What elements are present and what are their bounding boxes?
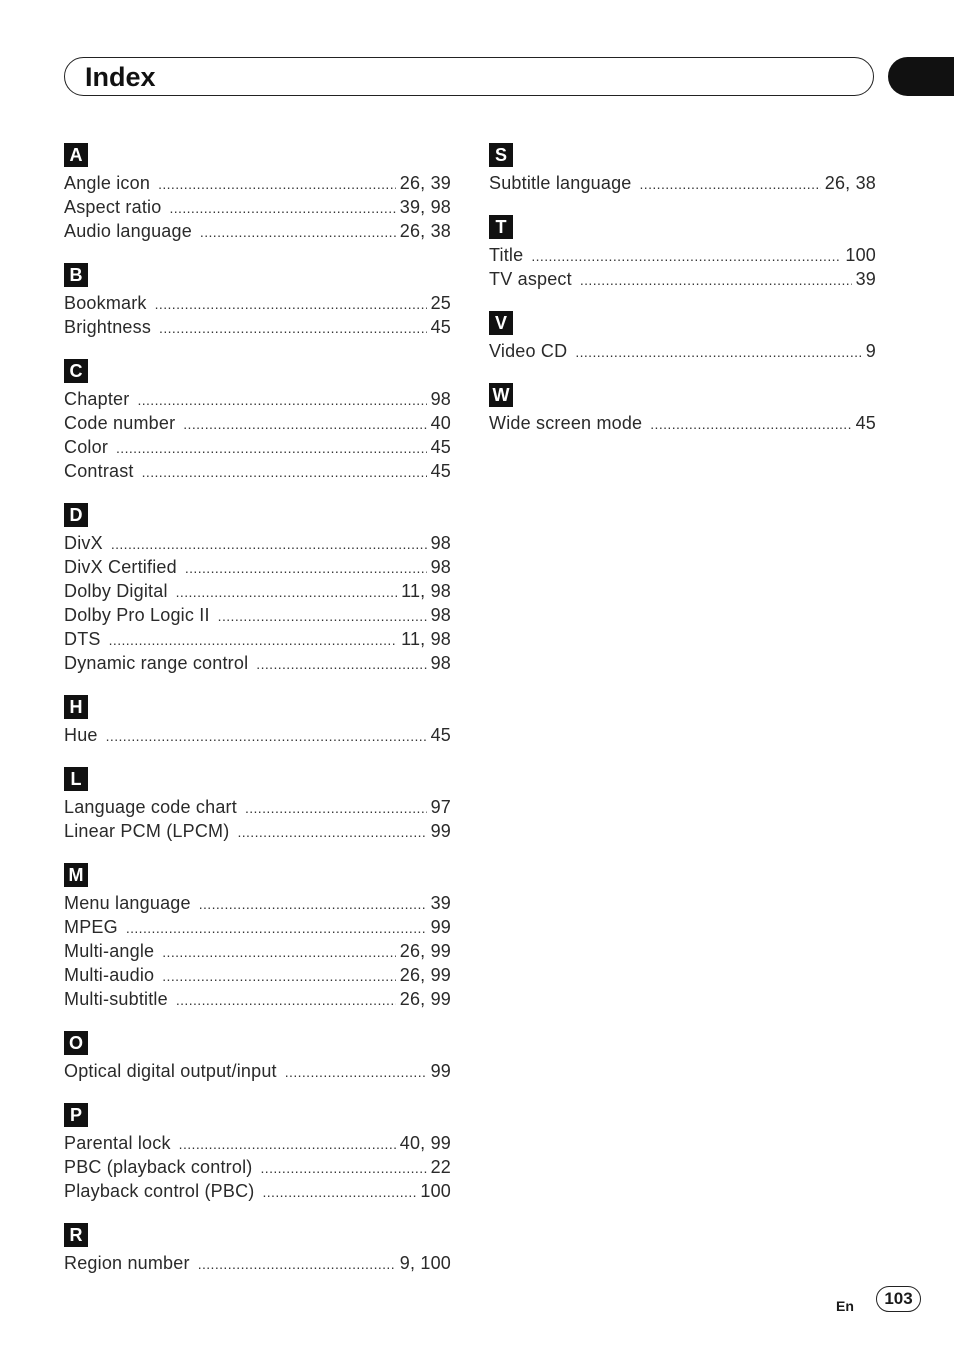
index-entry — [64, 411, 451, 435]
index-entry — [64, 651, 451, 675]
index-section-m — [64, 863, 451, 1011]
index-section-r — [64, 1223, 451, 1275]
index-entry — [64, 171, 451, 195]
index-pages: 40 — [430, 413, 451, 433]
index-pages: 9, 100 — [399, 1253, 451, 1273]
index-pages: 99 — [430, 917, 451, 937]
dot-leader — [126, 915, 427, 939]
dot-leader — [256, 651, 426, 675]
index-term: Playback control (PBC) — [64, 1181, 255, 1201]
index-term: Code number — [64, 413, 176, 433]
index-term: Audio language — [64, 221, 192, 241]
dot-leader — [531, 243, 841, 267]
dot-leader — [137, 387, 426, 411]
index-pages: 98 — [430, 653, 451, 673]
section-letter: S — [489, 143, 513, 167]
index-title-bar — [64, 57, 874, 96]
index-entry — [64, 435, 451, 459]
index-pages: 45 — [430, 725, 451, 745]
index-term: Bookmark — [64, 293, 147, 313]
index-entry — [64, 579, 451, 603]
index-entry — [64, 195, 451, 219]
section-letter: D — [64, 503, 88, 527]
index-section-t — [489, 215, 876, 291]
index-term: Dynamic range control — [64, 653, 249, 673]
section-letter: P — [64, 1103, 88, 1127]
index-entry — [64, 963, 451, 987]
dot-leader — [199, 891, 427, 915]
index-pages: 26, 99 — [399, 941, 451, 961]
dot-leader — [183, 411, 426, 435]
index-term: Dolby Digital — [64, 581, 168, 601]
index-pages: 98 — [430, 557, 451, 577]
dot-leader — [650, 411, 851, 435]
index-entry — [64, 291, 451, 315]
index-pages: 39, 98 — [399, 197, 451, 217]
index-entry — [489, 339, 876, 363]
dot-leader — [176, 987, 396, 1011]
index-term: Menu language — [64, 893, 191, 913]
dot-leader — [640, 171, 821, 195]
index-term: Region number — [64, 1253, 190, 1273]
index-term: DivX Certified — [64, 557, 177, 577]
index-pages: 100 — [420, 1181, 451, 1201]
index-term: PBC (playback control) — [64, 1157, 253, 1177]
index-column-left — [64, 143, 451, 1295]
dot-leader — [575, 339, 861, 363]
section-letter: T — [489, 215, 513, 239]
index-entry — [64, 723, 451, 747]
index-section-c — [64, 359, 451, 483]
section-letter: B — [64, 263, 88, 287]
index-term: Hue — [64, 725, 98, 745]
section-letter: M — [64, 863, 88, 887]
index-entry — [64, 315, 451, 339]
index-pages: 26, 39 — [399, 173, 451, 193]
index-entry — [64, 795, 451, 819]
index-term: Parental lock — [64, 1133, 171, 1153]
index-entry — [64, 531, 451, 555]
section-letter: L — [64, 767, 88, 791]
index-entry — [64, 1251, 451, 1275]
index-section-l — [64, 767, 451, 843]
index-pages: 26, 38 — [824, 173, 876, 193]
index-term: Dolby Pro Logic II — [64, 605, 210, 625]
index-term: Multi-subtitle — [64, 989, 168, 1009]
index-pages: 45 — [855, 413, 876, 433]
dot-leader — [198, 1251, 396, 1275]
index-term: Color — [64, 437, 109, 457]
index-term: Multi-audio — [64, 965, 155, 985]
index-term: DTS — [64, 629, 101, 649]
index-section-d — [64, 503, 451, 675]
dot-leader — [218, 603, 427, 627]
index-pages: 45 — [430, 317, 451, 337]
index-entry — [64, 819, 451, 843]
index-pages: 98 — [430, 533, 451, 553]
index-entry — [64, 459, 451, 483]
dot-leader — [162, 963, 396, 987]
index-term: Optical digital output/input — [64, 1061, 277, 1081]
index-term: Aspect ratio — [64, 197, 162, 217]
dot-leader — [116, 435, 427, 459]
index-term: Language code chart — [64, 797, 237, 817]
index-section-b — [64, 263, 451, 339]
section-tab-marker — [888, 57, 954, 96]
dot-leader — [185, 555, 427, 579]
index-pages: 100 — [845, 245, 876, 265]
index-section-w — [489, 383, 876, 435]
dot-leader — [106, 723, 427, 747]
index-term: MPEG — [64, 917, 118, 937]
dot-leader — [237, 819, 426, 843]
dot-leader — [262, 1179, 416, 1203]
index-entry — [64, 1131, 451, 1155]
index-pages: 99 — [430, 821, 451, 841]
section-letter: V — [489, 311, 513, 335]
section-letter: C — [64, 359, 88, 383]
index-pages: 26, 99 — [399, 965, 451, 985]
index-pages: 45 — [430, 437, 451, 457]
index-section-p — [64, 1103, 451, 1203]
index-entry — [64, 219, 451, 243]
index-entry — [64, 891, 451, 915]
section-letter: A — [64, 143, 88, 167]
index-pages: 39 — [430, 893, 451, 913]
section-letter: W — [489, 383, 513, 407]
index-pages: 11, 98 — [401, 629, 451, 649]
index-entry — [489, 243, 876, 267]
page-title: Index — [85, 62, 156, 92]
index-pages: 97 — [430, 797, 451, 817]
dot-leader — [159, 315, 427, 339]
index-entry — [64, 1059, 451, 1083]
index-entry — [64, 915, 451, 939]
index-section-a — [64, 143, 451, 243]
index-term: Brightness — [64, 317, 152, 337]
index-entry — [489, 267, 876, 291]
index-entry — [64, 627, 451, 651]
index-term: TV aspect — [489, 269, 572, 289]
index-entry — [64, 603, 451, 627]
section-letter: O — [64, 1031, 88, 1055]
index-pages: 22 — [430, 1157, 451, 1177]
index-section-v — [489, 311, 876, 363]
index-section-o — [64, 1031, 451, 1083]
dot-leader — [285, 1059, 427, 1083]
index-term: Linear PCM (LPCM) — [64, 821, 230, 841]
index-term: Title — [489, 245, 524, 265]
index-term: DivX — [64, 533, 103, 553]
index-column-right — [489, 143, 876, 455]
dot-leader — [245, 795, 427, 819]
dot-leader — [109, 627, 397, 651]
index-pages: 40, 99 — [399, 1133, 451, 1153]
index-term: Subtitle language — [489, 173, 632, 193]
section-letter: H — [64, 695, 88, 719]
index-entry — [64, 387, 451, 411]
index-entry — [64, 1155, 451, 1179]
language-label: En — [836, 1298, 854, 1314]
index-entry — [489, 171, 876, 195]
index-pages: 11, 98 — [401, 581, 451, 601]
index-pages: 98 — [430, 605, 451, 625]
index-pages: 99 — [430, 1061, 451, 1081]
index-entry — [64, 1179, 451, 1203]
dot-leader — [111, 531, 427, 555]
dot-leader — [162, 939, 396, 963]
index-pages: 39 — [855, 269, 876, 289]
dot-leader — [158, 171, 396, 195]
dot-leader — [169, 195, 395, 219]
index-term: Wide screen mode — [489, 413, 643, 433]
dot-leader — [176, 579, 397, 603]
index-pages: 26, 99 — [399, 989, 451, 1009]
index-section-s — [489, 143, 876, 195]
index-term: Chapter — [64, 389, 130, 409]
index-pages: 25 — [430, 293, 451, 313]
index-term: Angle icon — [64, 173, 151, 193]
index-term: Video CD — [489, 341, 568, 361]
index-pages: 26, 38 — [399, 221, 451, 241]
index-term: Multi-angle — [64, 941, 155, 961]
index-term: Contrast — [64, 461, 134, 481]
index-entry — [489, 411, 876, 435]
section-letter: R — [64, 1223, 88, 1247]
dot-leader — [260, 1155, 426, 1179]
dot-leader — [155, 291, 427, 315]
dot-leader — [580, 267, 852, 291]
index-section-h — [64, 695, 451, 747]
page-number: 103 — [876, 1286, 921, 1312]
index-entry — [64, 555, 451, 579]
index-entry — [64, 939, 451, 963]
index-entry — [64, 987, 451, 1011]
index-pages: 98 — [430, 389, 451, 409]
dot-leader — [142, 459, 427, 483]
dot-leader — [200, 219, 396, 243]
index-pages: 45 — [430, 461, 451, 481]
dot-leader — [179, 1131, 396, 1155]
index-pages: 9 — [865, 341, 876, 361]
